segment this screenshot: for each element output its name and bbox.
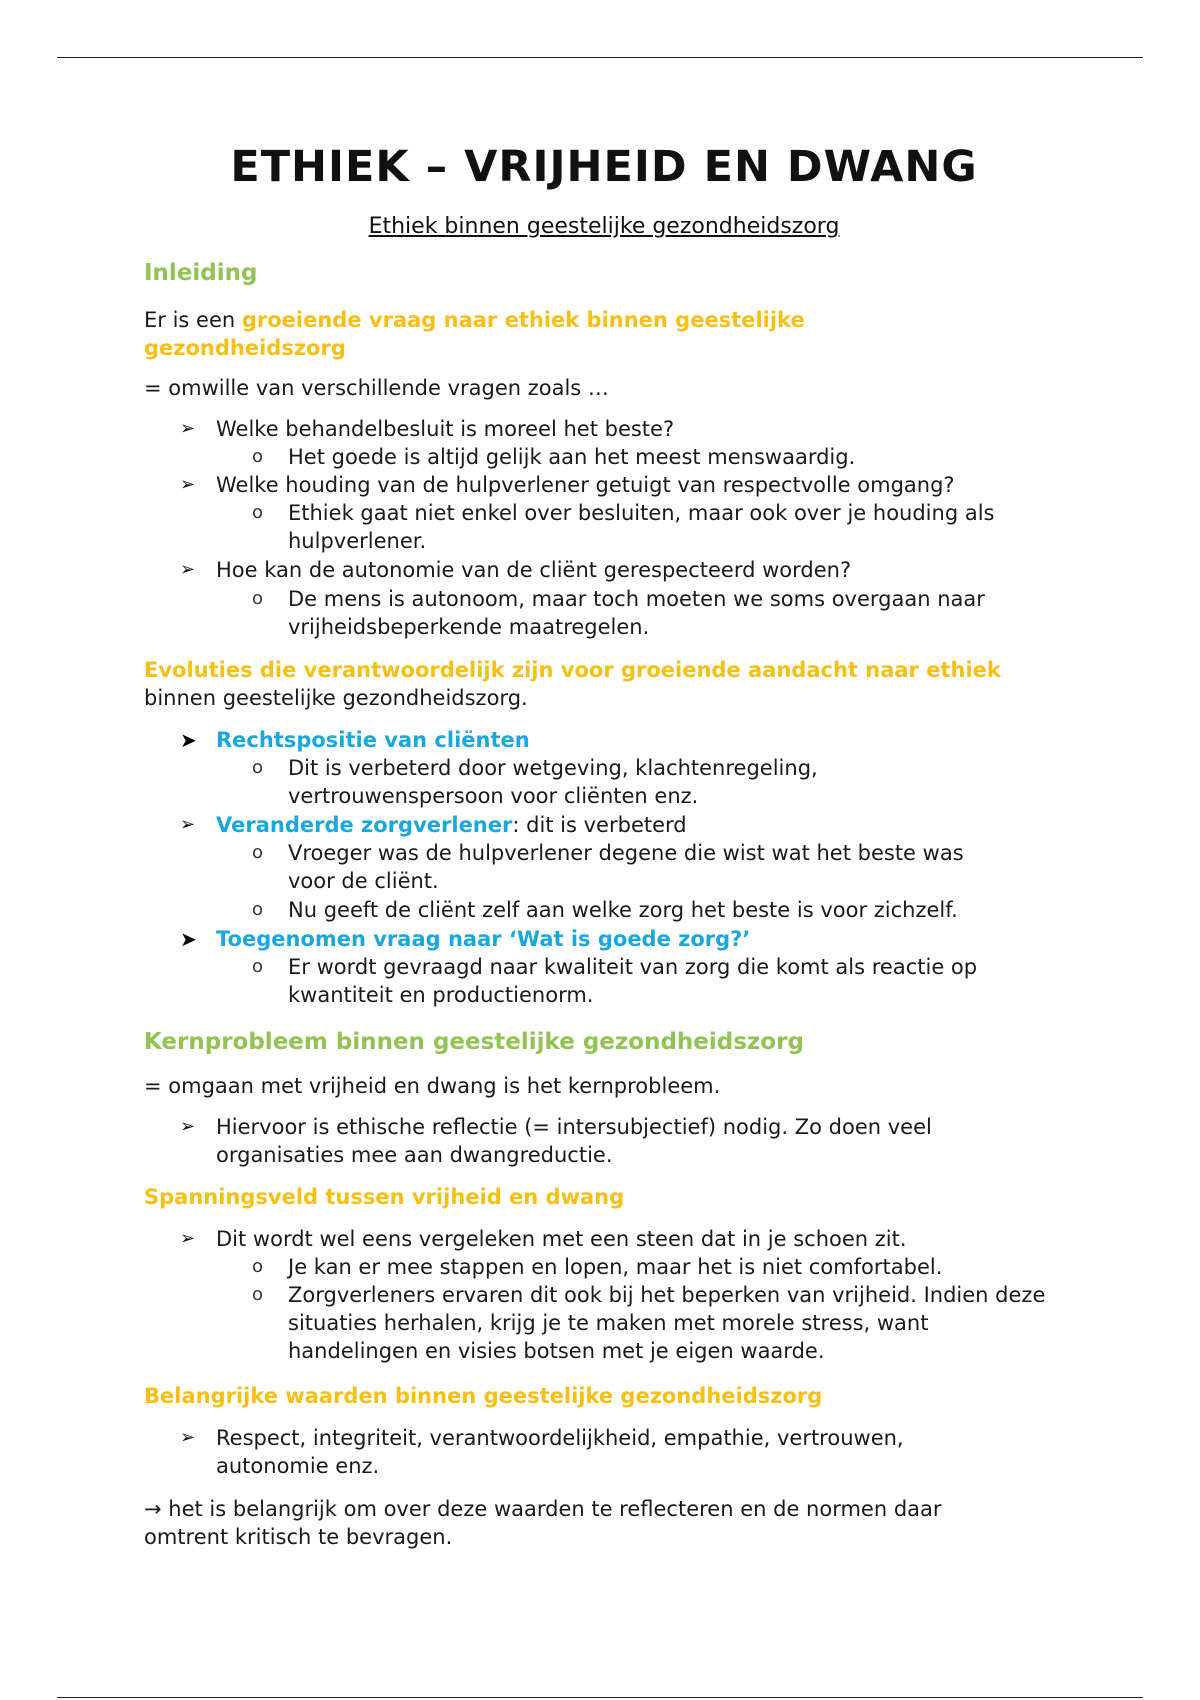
page-title: ETHIEK – VRIJHEID EN DWANG (230, 142, 978, 192)
inleiding-bullet-3-sub: De mens is autonoom, maar toch moeten we soms overgaan naar vrijheidsbeperkende maatregelen. (288, 587, 985, 639)
evoluties-bullet-2-sub-2: Nu geeft de cliënt zelf aan welke zorg het beste is voor zichzelf. (288, 898, 958, 922)
evoluties-bullet-2-highlight: Veranderde zorgverlener (216, 813, 513, 837)
bullet-arrow-icon: ➢ (180, 418, 196, 439)
inleiding-intro-highlight: groeiende vraag naar ethiek binnen geestelijke gezondheidszorg (144, 308, 805, 360)
evoluties-bullet-3: Toegenomen vraag naar ‘Wat is goede zorg?’ (216, 927, 751, 951)
inleiding-bullet-2-sub: Ethiek gaat niet enkel over besluiten, maar ook over je houding als hulpverlener. (288, 501, 995, 553)
bullet-circle-icon: o (252, 1284, 264, 1305)
bullet-circle-icon: o (252, 842, 264, 863)
bullet-circle-icon: o (252, 588, 264, 609)
heading-waarden: Belangrijke waarden binnen geestelijke gezondheidszorg (144, 1384, 823, 1408)
bullet-circle-icon: o (252, 899, 264, 920)
evoluties-bullet-3-sub: Er wordt gevraagd naar kwaliteit van zorg die komt als reactie op kwantiteit en productienorm. (288, 955, 978, 1007)
kernprobleem-line: = omgaan met vrijheid en dwang is het kernprobleem. (144, 1074, 721, 1098)
heading-inleiding: Inleiding (144, 260, 258, 286)
bullet-circle-icon: o (252, 502, 264, 523)
bullet-circle-icon: o (252, 956, 264, 977)
bullet-circle-icon: o (252, 446, 264, 467)
spanningsveld-bullet-1-sub-1: Je kan er mee stappen en lopen, maar het is niet comfortabel. (288, 1255, 943, 1279)
kernprobleem-bullet-1: Hiervoor is ethische reflectie (= intersubjectief) nodig. Zo doen veel organisaties mee aan dwangreductie. (216, 1115, 932, 1167)
evoluties-bullet-1: Rechtspositie van cliënten (216, 728, 530, 752)
bullet-arrow-bold-icon: ➤ (180, 728, 197, 752)
bullet-arrow-icon: ➢ (180, 1228, 196, 1249)
heading-spanningsveld: Spanningsveld tussen vrijheid en dwang (144, 1185, 625, 1209)
top-rule (57, 57, 1143, 58)
inleiding-bullet-1: Welke behandelbesluit is moreel het beste? (216, 417, 675, 441)
waarden-conclusion: → het is belangrijk om over deze waarden te reflecteren en de normen daar omtrent kritisch te bevragen. (144, 1497, 942, 1549)
evoluties-bullet-2-rest: : dit is verbeterd (512, 813, 687, 837)
spanningsveld-bullet-1-sub-2: Zorgverleners ervaren dit ook bij het beperken van vrijheid. Indien deze situaties herhalen, krijg je te maken met morele stress, want handelingen en visies botsen met je eigen waarde. (288, 1283, 1046, 1363)
inleiding-bullet-1-sub: Het goede is altijd gelijk aan het meest menswaardig. (288, 445, 856, 469)
heading-kernprobleem: Kernprobleem binnen geestelijke gezondheidszorg (144, 1029, 804, 1055)
bullet-circle-icon: o (252, 757, 264, 778)
bullet-arrow-icon: ➢ (180, 814, 196, 835)
evoluties-bullet-1-sub: Dit is verbeterd door wetgeving, klachtenregeling, vertrouwenspersoon voor cliënten enz. (288, 756, 818, 808)
bullet-arrow-icon: ➢ (180, 559, 196, 580)
inleiding-intro-prefix: Er is een (144, 308, 242, 332)
inleiding-line2: = omwille van verschillende vragen zoals … (144, 376, 609, 400)
inleiding-bullet-2: Welke houding van de hulpverlener getuigt van respectvolle omgang? (216, 473, 955, 497)
bottom-rule (57, 1697, 1143, 1698)
bullet-arrow-icon: ➢ (180, 1116, 196, 1137)
bullet-arrow-icon: ➢ (180, 1427, 196, 1448)
evoluties-bullet-2 (216, 811, 1036, 839)
evoluties-bullet-2-sub-1: Vroeger was de hulpverlener degene die wist wat het beste was voor de cliënt. (288, 841, 964, 893)
waarden-bullet-1: Respect, integriteit, verantwoordelijkheid, empathie, vertrouwen, autonomie enz. (216, 1426, 904, 1478)
inleiding-bullet-3: Hoe kan de autonomie van de cliënt gerespecteerd worden? (216, 558, 852, 582)
inleiding-intro (144, 306, 884, 362)
evoluties-heading-rest: binnen geestelijke gezondheidszorg. (144, 686, 528, 710)
spanningsveld-bullet-1: Dit wordt wel eens vergeleken met een steen dat in je schoen zit. (216, 1227, 907, 1251)
page-subtitle: Ethiek binnen geestelijke gezondheidszorg (368, 214, 840, 239)
bullet-arrow-icon: ➢ (180, 474, 196, 495)
evoluties-heading-highlight: Evoluties die verantwoordelijk zijn voor groeiende aandacht naar ethiek (144, 658, 1001, 682)
bullet-arrow-bold-icon: ➤ (180, 927, 197, 951)
bullet-circle-icon: o (252, 1256, 264, 1277)
evoluties-heading (144, 656, 1064, 712)
